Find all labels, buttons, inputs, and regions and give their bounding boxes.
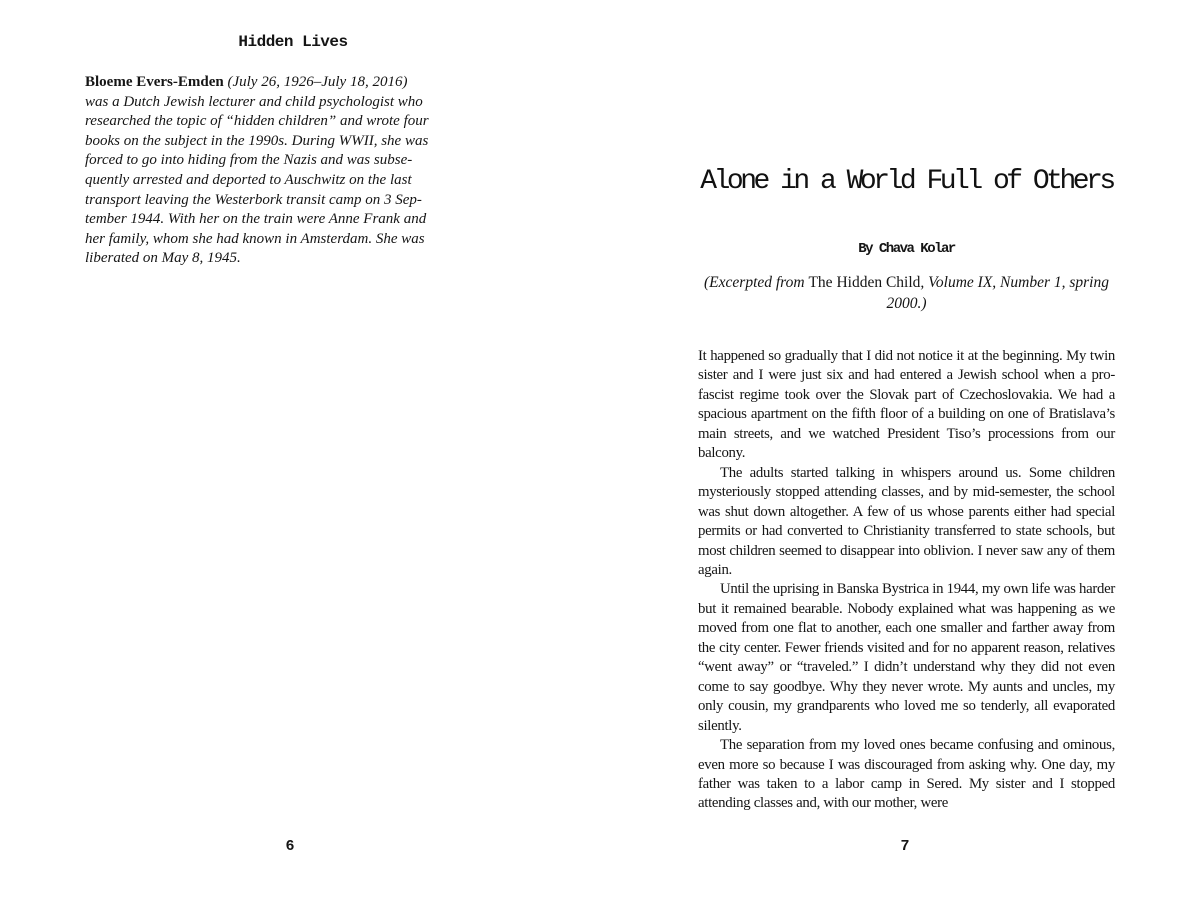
body-paragraph: It happened so gradually that I did not notice it at the beginning. My twin sister and I were just six and had entered a Jewish school when a pro-fascist regime took over the Slovak part of Czechoslovakia. We had a spacious apartment on the fifth floor of a building on one of Bratislava’s main streets, and we watched President Tiso’s processions from our balcony.	[698, 348, 1115, 462]
body-paragraph: Until the uprising in Banska Bystrica in 1944, my own life was harder but it remained bearable. Nobody explained what was happening as we moved from one flat to another, each one smaller and farther away from the city center. Fewer friends visited and for no apparent reason, relatives “went away” or “traveled.” I didn’t understand why they did not even come to say goodbye. Why they never wrote. My aunts and uncles, my only cousin, my grandparents who loved me so tenderly, all evaporated silently.	[698, 581, 1115, 734]
source-note-title: The Hidden Child	[808, 274, 921, 291]
article-body	[698, 347, 1115, 814]
body-paragraph: The separation from my loved ones became confusing and ominous, even more so because I was discouraged from asking why. One day, my father was taken to a labor camp in Sered. My sister and I stopped attending classes and, with our mother, were	[698, 737, 1115, 812]
bio-author-dates: (July 26, 1926–July 18, 2016)	[223, 74, 408, 90]
running-head: Hidden Lives	[238, 33, 348, 51]
author-bio	[85, 73, 475, 269]
byline: By Chava Kolar	[858, 241, 955, 257]
bio-line-first	[85, 73, 475, 93]
source-note	[698, 273, 1115, 314]
article-title: Alone in a World Full of Others	[700, 166, 1113, 197]
bio-line: tember 1944. With her on the train were Anne Frank and	[85, 211, 427, 228]
page-number-right: 7	[900, 838, 910, 855]
source-note-suffix: , Volume IX, Number 1, spring 2000.)	[886, 274, 1109, 312]
bio-author-name: Bloeme Evers-Emden	[85, 74, 224, 90]
bio-line: quently arrested and deported to Auschwitz on the last	[85, 171, 412, 188]
bio-line: liberated on May 8, 1945.	[85, 250, 241, 267]
bio-line: her family, whom she had known in Amsterdam. She was	[85, 230, 425, 247]
bio-line: was a Dutch Jewish lecturer and child psychologist who	[85, 93, 423, 110]
source-note-prefix: (Excerpted from	[704, 274, 809, 291]
bio-line: transport leaving the Westerbork transit camp on 3 Sep-	[85, 191, 422, 208]
bio-line: books on the subject in the 1990s. During WWII, she was	[85, 132, 429, 149]
bio-line: researched the topic of “hidden children” and wrote four	[85, 113, 429, 130]
body-paragraph: The adults started talking in whispers around us. Some children mysteriously stopped attending classes, and by mid-semester, the school was shut down altogether. A few of us whose parents either had special permits or had converted to Christianity transferred to state schools, but most children seemed to disappear into oblivion. I never saw any of them again.	[698, 464, 1115, 578]
bio-line: forced to go into hiding from the Nazis and was subse-	[85, 152, 413, 169]
page-number-left: 6	[285, 838, 295, 855]
